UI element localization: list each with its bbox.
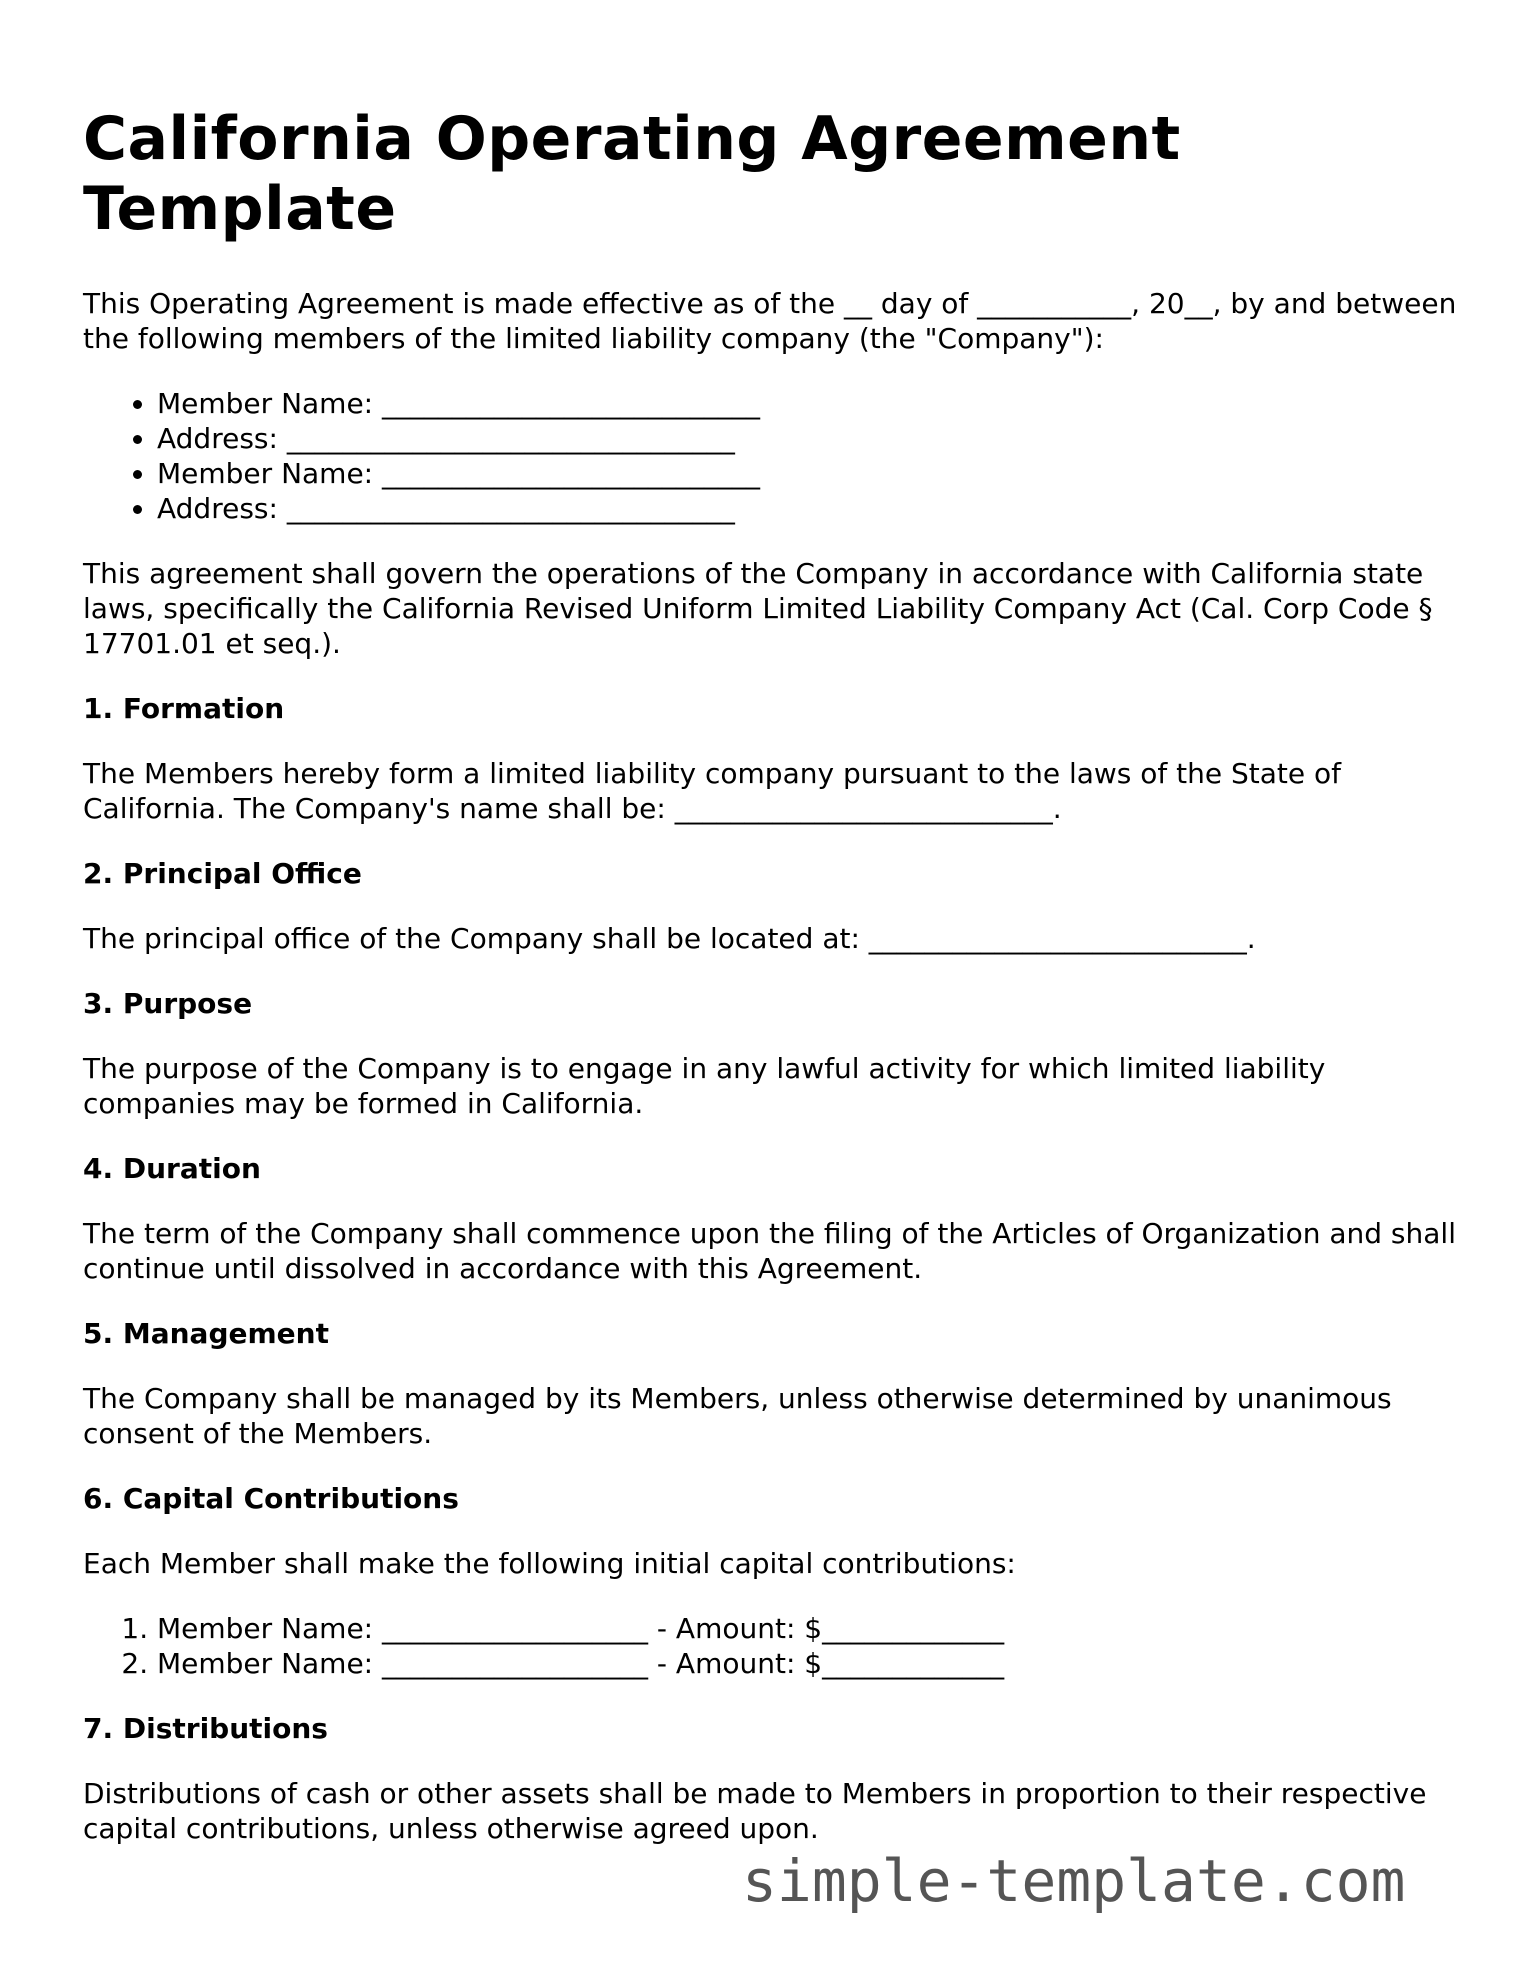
section-heading-duration: 4. Duration <box>83 1152 261 1185</box>
intro-paragraph: This Operating Agreement is made effective as of the __ day of ___________, 20__, by and between the following members of the limited liability company (the "Company"): <box>83 287 1457 355</box>
section-heading-purpose: 3. Purpose <box>83 987 253 1020</box>
section-text-management: The Company shall be managed by its Members, unless otherwise determined by unanimous consent of the Members. <box>83 1382 1392 1450</box>
list-item: • Member Name: ___________________________ <box>157 456 1463 491</box>
section-heading-principal-office: 2. Principal Office <box>83 857 362 890</box>
section-heading-distributions: 7. Distributions <box>83 1712 328 1745</box>
list-item: • Member Name: ___________________________ <box>157 386 1463 421</box>
section-text-formation: The Members hereby form a limited liability company pursuant to the laws of the State of California. The Company's name shall be: ___________________________. <box>83 757 1342 825</box>
section-text-duration: The term of the Company shall commence upon the filing of the Articles of Organization and shall continue until dissolved in accordance with this Agreement. <box>83 1217 1456 1285</box>
list-item: 1. Member Name: ___________________ - Amount: $_____________ <box>157 1611 1463 1646</box>
members-list <box>83 386 1463 526</box>
section-heading-management: 5. Management <box>83 1317 329 1350</box>
section-heading-capital: 6. Capital Contributions <box>83 1482 459 1515</box>
capital-contributions-list <box>83 1611 1463 1681</box>
section-heading-formation: 1. Formation <box>83 692 285 725</box>
document-title: California Operating Agreement Template <box>83 104 1181 244</box>
section-text-distributions: Distributions of cash or other assets shall be made to Members in proportion to their respective capital contributions, unless otherwise agreed upon. <box>83 1777 1427 1845</box>
list-item: 2. Member Name: ___________________ - Amount: $_____________ <box>157 1646 1463 1681</box>
section-text-purpose: The purpose of the Company is to engage in any lawful activity for which limited liability companies may be formed in California. <box>83 1052 1326 1120</box>
list-item: • Address: ________________________________ <box>157 491 1463 526</box>
section-text-capital: Each Member shall make the following initial capital contributions: <box>83 1547 1016 1580</box>
watermark: simple-template.com <box>742 1847 1406 1915</box>
list-item: • Address: ________________________________ <box>157 421 1463 456</box>
section-text-principal-office: The principal office of the Company shall be located at: ___________________________. <box>83 922 1256 955</box>
governing-paragraph: This agreement shall govern the operations of the Company in accordance with California state laws, specifically the California Revised Uniform Limited Liability Company Act (Cal. Corp Code § 17701.01 et seq.). <box>83 557 1433 660</box>
document-page <box>83 104 1463 1876</box>
